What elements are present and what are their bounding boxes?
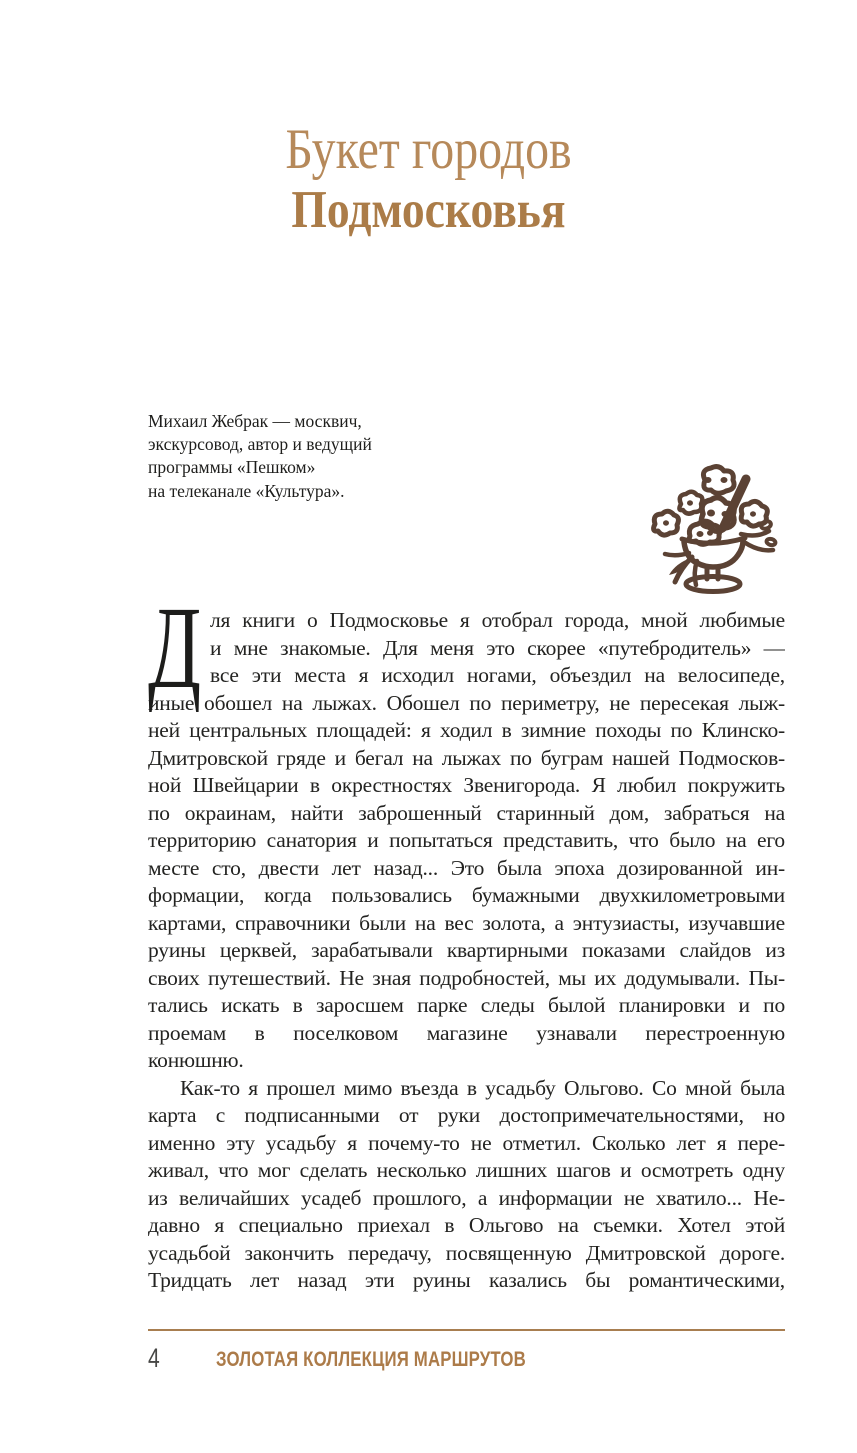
author-bio-line: на телеканале «Культура».	[148, 480, 345, 501]
body-text-line: живал, что мог сделать несколько лишних шагов и осмотреть одну	[148, 1158, 785, 1182]
body-text-line: территорию санатория и попытаться представить, что было на его	[148, 828, 785, 852]
body-text	[148, 582, 785, 1295]
author-bio-line: Михаил Жебрак — москвич,	[148, 411, 362, 431]
body-text-line: формации, когда пользовались бумажными двухкилометровыми	[148, 883, 785, 907]
footer-rule	[148, 1329, 785, 1331]
body-text-line: Как-то я прошел мимо въезда в усадьбу Ольгово. Со мной была	[180, 1075, 785, 1100]
body-text-line: проемам в поселковом магазине узнавали перестроенную	[148, 1020, 785, 1045]
running-title: ЗОЛОТАЯ КОЛЛЕКЦИЯ МАРШРУТОВ	[216, 1348, 526, 1371]
body-text-line: ной Швейцарии в окрестностях Звенигорода. Я любил покружить	[148, 773, 785, 797]
drop-cap: Д	[148, 582, 201, 713]
body-text-line: Тридцать лет назад эти руины казались бы романтическими,	[148, 1268, 785, 1292]
body-text-line: усадьбой закончить передачу, посвященную Дмитровской дороге.	[148, 1240, 785, 1265]
author-bio-line: программы «Пешком»	[148, 457, 316, 478]
body-text-line: карта с подписанными от руки достопримечательностями, но	[148, 1103, 785, 1127]
body-text-line: конюшню.	[148, 1048, 244, 1072]
flower-bouquet-illustration	[645, 462, 781, 596]
body-text-line: ней центральных площадей: я ходил в зимние походы по Клинско-	[148, 718, 785, 742]
body-text-line: давно я специально приехал в Ольгово на съемки. Хотел этой	[148, 1213, 785, 1237]
body-text-line: ля книги о Подмосковье я отобрал города, мной любимые	[210, 608, 785, 632]
chapter-title	[0, 118, 857, 239]
body-text-line: Дмитровской гряде и бегал на лыжах по буграм нашей Подмосков-	[148, 745, 785, 770]
page-number: 4	[148, 1343, 160, 1373]
body-text-line: все эти места я исходил ногами, объездил на велосипеде,	[210, 663, 785, 687]
body-text-line: по окраинам, найти заброшенный старинный дом, забраться на	[148, 800, 785, 825]
chapter-title-line1: Букет городов	[285, 118, 572, 181]
author-bio-line: экскурсовод, автор и ведущий	[148, 434, 372, 455]
chapter-title-line2: Подмосковья	[291, 181, 566, 239]
body-text-line: из величайших усадеб прошлого, а информации не хватило... Не-	[148, 1185, 785, 1210]
body-text-line: иные обошел на лыжах. Обошел по периметру, не пересекая лыж-	[148, 690, 785, 715]
body-text-line: и мне знакомые. Для меня это скорее «путебродитель» —	[210, 635, 785, 660]
body-text-line: своих путешествий. Не зная подробностей, мы их додумывали. Пы-	[148, 965, 785, 990]
body-text-line: именно эту усадьбу я почему-то не отметил. Сколько лет я пере-	[148, 1130, 785, 1155]
body-text-line: картами, справочники были на вес золота, а энтузиасты, изучавшие	[148, 910, 785, 935]
body-text-line: месте сто, двести лет назад... Это была эпоха дозированной ин-	[148, 855, 785, 880]
body-text-line: тались искать в заросшем парке следы былой планировки и по	[148, 993, 785, 1017]
body-text-line: руины церквей, зарабатывали квартирными показами слайдов из	[148, 938, 785, 962]
author-bio	[148, 410, 468, 503]
flower-bouquet-icon	[645, 462, 781, 596]
